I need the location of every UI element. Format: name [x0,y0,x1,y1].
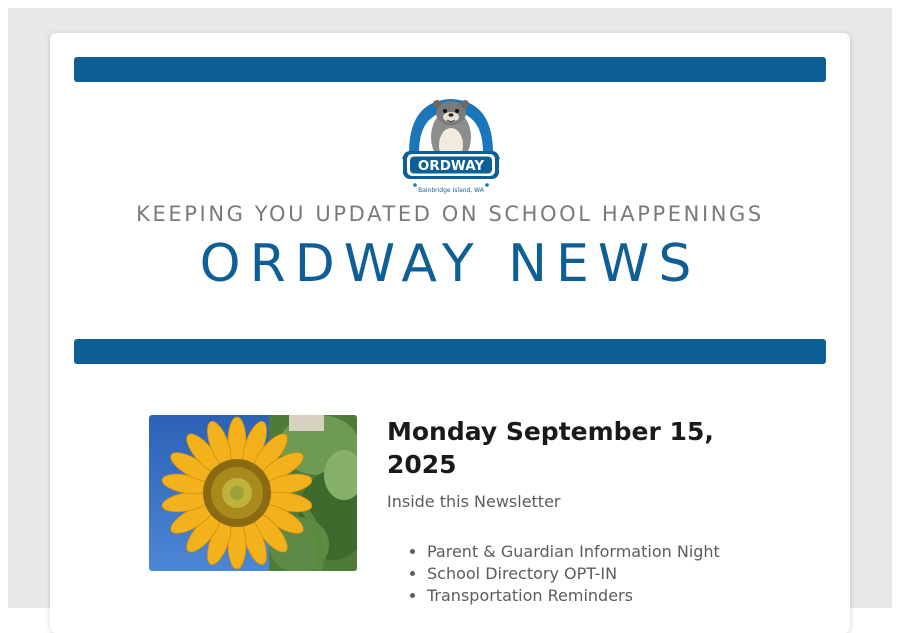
sunflower-photo [149,415,357,571]
newsletter-tagline: KEEPING YOU UPDATED ON SCHOOL HAPPENINGS [136,202,764,226]
logo-wordmark: ORDWAY [417,158,485,174]
logo-subtext: Bainbridge Island, WA [418,187,484,194]
toc-item: • Parent & Guardian Information Night [427,541,767,563]
issue-date: Monday September 15, 2025 [387,417,714,479]
toc-item: • Transportation Reminders [427,585,767,607]
newsletter-card [50,33,850,633]
table-of-contents [387,541,767,607]
email-viewport [8,8,892,608]
header-bottom-band [74,339,826,364]
otter-mascot-icon [395,89,507,201]
inside-newsletter-label: Inside this Newsletter [387,492,561,511]
sunflower-image [149,415,357,571]
toc-item: • School Directory OPT-IN [427,563,767,585]
school-logo [395,89,507,201]
newsletter-intro [387,415,767,607]
newsletter-title: ORDWAY NEWS [199,234,701,294]
header-top-band [74,57,826,82]
